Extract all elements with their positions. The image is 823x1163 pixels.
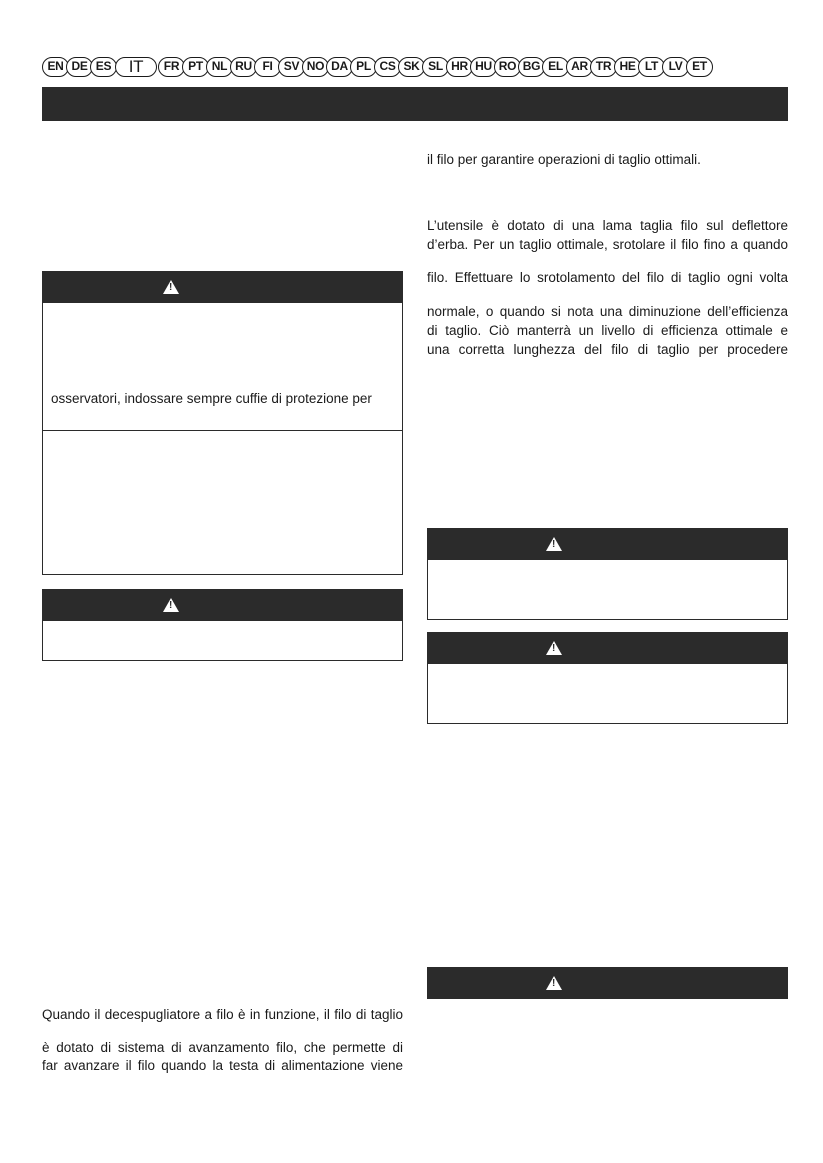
language-tab-sv: SV <box>278 57 305 77</box>
right-line-4: filo. Effettuare lo srotolamento del filo di taglio ogni volta <box>427 270 788 285</box>
language-tab-tr: TR <box>590 57 617 77</box>
left-bottom-line-1: Quando il decespugliatore a filo è in funzione, il filo di taglio <box>42 1007 403 1022</box>
language-tab-bg: BG <box>518 57 545 77</box>
language-tab-en: EN <box>42 57 69 77</box>
right-line-2: L’utensile è dotato di una lama taglia filo sul deflettore <box>427 218 788 233</box>
warning-box-5-header <box>428 968 787 999</box>
language-tab-de: DE <box>66 57 93 77</box>
warning-box-3-header <box>428 529 787 560</box>
warning-triangle-icon <box>546 537 562 551</box>
warning-box-3 <box>427 528 788 620</box>
language-tab-fi: FI <box>254 57 281 77</box>
right-line-1: il filo per garantire operazioni di taglio ottimali. <box>427 152 701 167</box>
language-tab-pt: PT <box>182 57 209 77</box>
language-tab-no: NO <box>302 57 329 77</box>
warning-box-1-divider <box>43 430 402 431</box>
warning-box-1-text: osservatori, indossare sempre cuffie di protezione per <box>51 391 372 406</box>
language-tab-el: EL <box>542 57 569 77</box>
warning-box-5 <box>427 967 788 999</box>
left-bottom-line-3: far avanzare il filo quando la testa di alimentazione viene <box>42 1058 403 1073</box>
language-tab-et: ET <box>686 57 713 77</box>
language-tab-nl: NL <box>206 57 233 77</box>
left-bottom-line-2: è dotato di sistema di avanzamento filo, che permette di <box>42 1040 403 1055</box>
warning-box-2-header <box>43 590 402 621</box>
language-tab-ru: RU <box>230 57 257 77</box>
language-tab-fr: FR <box>158 57 185 77</box>
language-tab-es: ES <box>90 57 117 77</box>
section-title-bar <box>42 87 788 121</box>
language-tab-ar: AR <box>566 57 593 77</box>
language-tab-sk: SK <box>398 57 425 77</box>
language-tab-he: HE <box>614 57 641 77</box>
language-tab-cs: CS <box>374 57 401 77</box>
right-line-3: d’erba. Per un taglio ottimale, srotolare il filo fino a quando <box>427 237 788 252</box>
language-tab-pl: PL <box>350 57 377 77</box>
warning-triangle-icon <box>546 641 562 655</box>
language-tab-ro: RO <box>494 57 521 77</box>
right-line-7: una corretta lunghezza del filo di taglio per procedere <box>427 342 788 357</box>
language-tab-lt: LT <box>638 57 665 77</box>
language-tab-da: DA <box>326 57 353 77</box>
warning-box-4 <box>427 632 788 724</box>
warning-triangle-icon <box>163 598 179 612</box>
warning-box-1-header <box>43 272 402 303</box>
language-tab-hr: HR <box>446 57 473 77</box>
language-tab-hu: HU <box>470 57 497 77</box>
warning-triangle-icon <box>546 976 562 990</box>
language-selector <box>42 57 710 77</box>
warning-box-4-header <box>428 633 787 664</box>
right-line-5: normale, o quando si nota una diminuzione dell’efficienza <box>427 304 788 319</box>
language-tab-sl: SL <box>422 57 449 77</box>
language-tab-it: IT <box>115 57 157 77</box>
right-line-6: di taglio. Ciò manterrà un livello di efficienza ottimale e <box>427 323 788 338</box>
warning-box-2 <box>42 589 403 661</box>
language-tab-lv: LV <box>662 57 689 77</box>
warning-box-1 <box>42 271 403 575</box>
warning-triangle-icon <box>163 280 179 294</box>
